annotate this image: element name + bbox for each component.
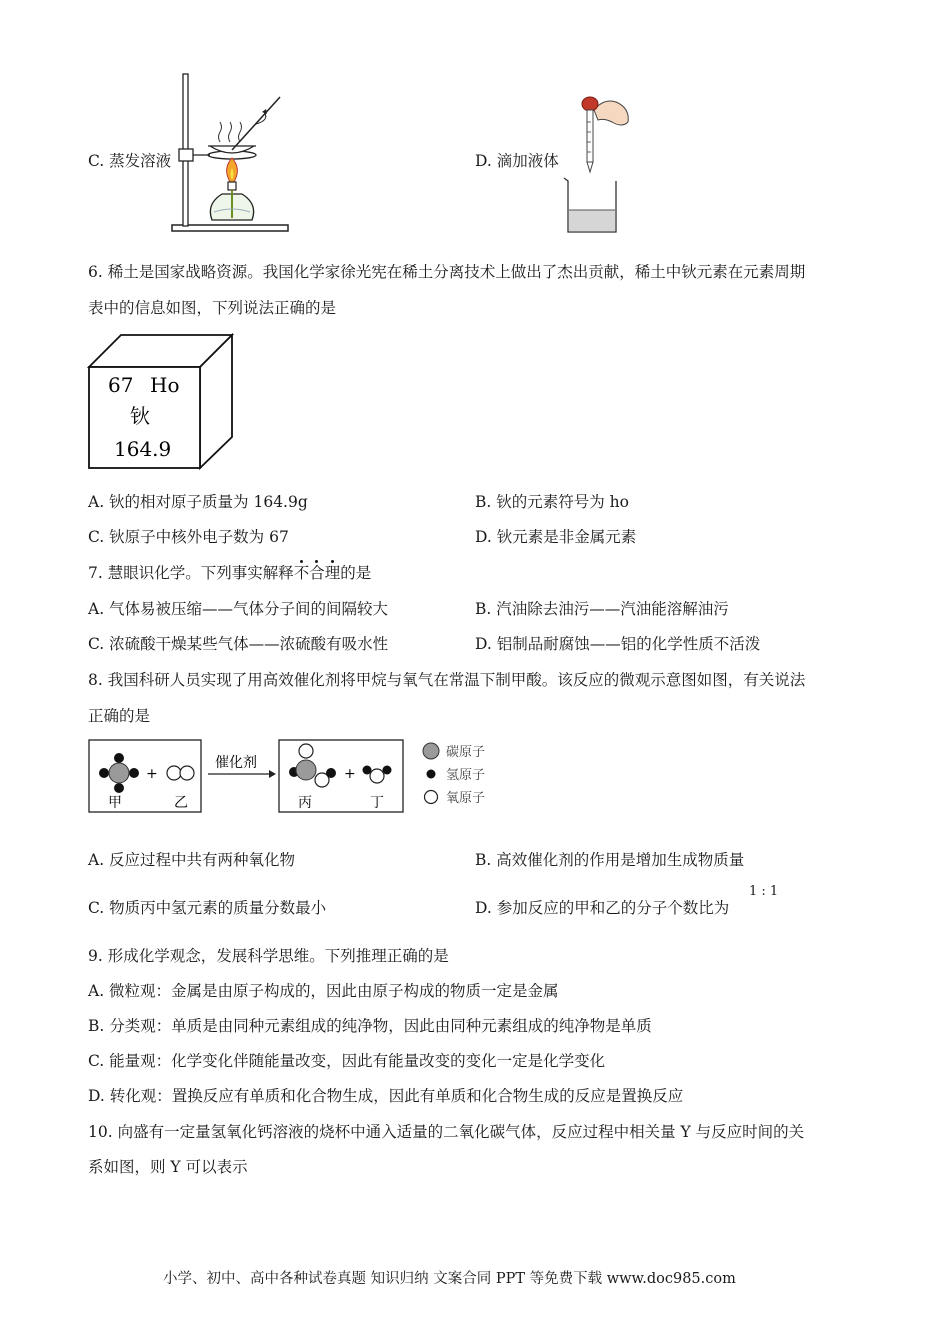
dropper-beaker-figure xyxy=(560,92,635,236)
q7-option-c: C. 浓硫酸干燥某些气体——浓硫酸有吸水性 xyxy=(88,635,389,653)
label-yi: 乙 xyxy=(174,795,188,811)
plus-sign: + xyxy=(146,766,158,782)
q8-option-d-ratio: 1 : 1 xyxy=(749,884,779,899)
legend-oxygen: 氧原子 xyxy=(446,791,486,806)
q8-option-a: A. 反应过程中共有两种氧化物 xyxy=(88,851,296,869)
reaction-micro-diagram xyxy=(86,736,506,818)
label-jia: 甲 xyxy=(108,795,122,811)
legend-carbon: 碳原子 xyxy=(446,745,486,760)
catalyst-label: 催化剂 xyxy=(215,755,257,771)
q8-option-c: C. 物质丙中氢元素的质量分数最小 xyxy=(88,899,327,917)
q6-option-b: B. 钬的元素符号为 ho xyxy=(475,493,629,511)
q8-option-b: B. 高效催化剂的作用是增加生成物质量 xyxy=(475,851,745,869)
emphasis-mark: 合 xyxy=(309,564,325,582)
q7-option-a: A. 气体易被压缩——气体分子间的间隔较大 xyxy=(88,600,389,618)
q8-option-d: D. 参加反应的甲和乙的分子个数比为 xyxy=(475,899,730,917)
q9-option-b: B. 分类观：单质是由同种元素组成的纯净物，因此由同种元素组成的纯净物是单质 xyxy=(88,1017,652,1035)
q7-option-b: B. 汽油除去油污——汽油能溶解油污 xyxy=(475,600,729,618)
emphasis-mark: 理 xyxy=(324,564,341,582)
q10-stem-line2: 系如图，则 Y 可以表示 xyxy=(88,1158,248,1176)
element-name: 钬 xyxy=(130,404,150,428)
element-card-holmium xyxy=(86,332,236,472)
q5-option-d: D. 滴加液体 xyxy=(475,152,559,170)
q5-option-c: C. 蒸发溶液 xyxy=(88,152,172,170)
emphasis-mark: 不 xyxy=(293,564,310,582)
q9-option-a: A. 微粒观：金属是由原子构成的，因此由原子构成的物质一定是金属 xyxy=(88,982,559,1000)
q8-stem-line2: 正确的是 xyxy=(88,707,151,725)
q9-stem: 9. 形成化学观念，发展科学思维。下列推理正确的是 xyxy=(88,947,449,965)
label-ding: 丁 xyxy=(370,795,384,811)
q6-option-c: C. 钬原子中核外电子数为 67 xyxy=(88,528,289,546)
element-symbol: Ho xyxy=(150,373,180,397)
q8-stem-line1: 8. 我国科研人员实现了用高效催化剂将甲烷与氧气在常温下制甲酸。该反应的微观示意图如图，有关说法 xyxy=(88,671,806,689)
legend-hydrogen: 氢原子 xyxy=(446,768,486,783)
q7-option-d: D. 铝制品耐腐蚀——铝的化学性质不活泼 xyxy=(475,635,761,653)
q6-option-a: A. 钬的相对原子质量为 164.9g xyxy=(88,493,308,511)
q9-option-d: D. 转化观：置换反应有单质和化合物生成，因此有单质和化合物生成的反应是置换反应 xyxy=(88,1087,684,1105)
q10-stem-line1: 10. 向盛有一定量氢氧化钙溶液的烧杯中通入适量的二氧化碳气体，反应过程中相关量 Y 与反应时间的关 xyxy=(88,1123,805,1141)
label-bing: 丙 xyxy=(298,795,312,811)
element-mass: 164.9 xyxy=(114,437,172,461)
legend xyxy=(423,743,485,806)
footer-text: 小学、初中、高中各种试卷真题 知识归纳 文案合同 PPT 等免费下载 www.doc985.com xyxy=(163,1271,736,1287)
q7-stem: 7. 慧眼识化学。下列事实解释不合理的是 xyxy=(88,564,372,582)
q6-option-d: D. 钬元素是非金属元素 xyxy=(475,528,637,546)
q6-stem-line1: 6. 稀土是国家战略资源。我国化学家徐光宪在稀土分离技术上做出了杰出贡献，稀土中钬元素在元素周期 xyxy=(88,263,806,281)
element-number: 67 xyxy=(108,373,134,397)
plus-sign: + xyxy=(344,766,356,782)
evaporation-apparatus-figure xyxy=(170,72,290,234)
q9-option-c: C. 能量观：化学变化伴随能量改变，因此有能量改变的变化一定是化学变化 xyxy=(88,1052,606,1070)
q6-stem-line2: 表中的信息如图，下列说法正确的是 xyxy=(88,299,337,317)
